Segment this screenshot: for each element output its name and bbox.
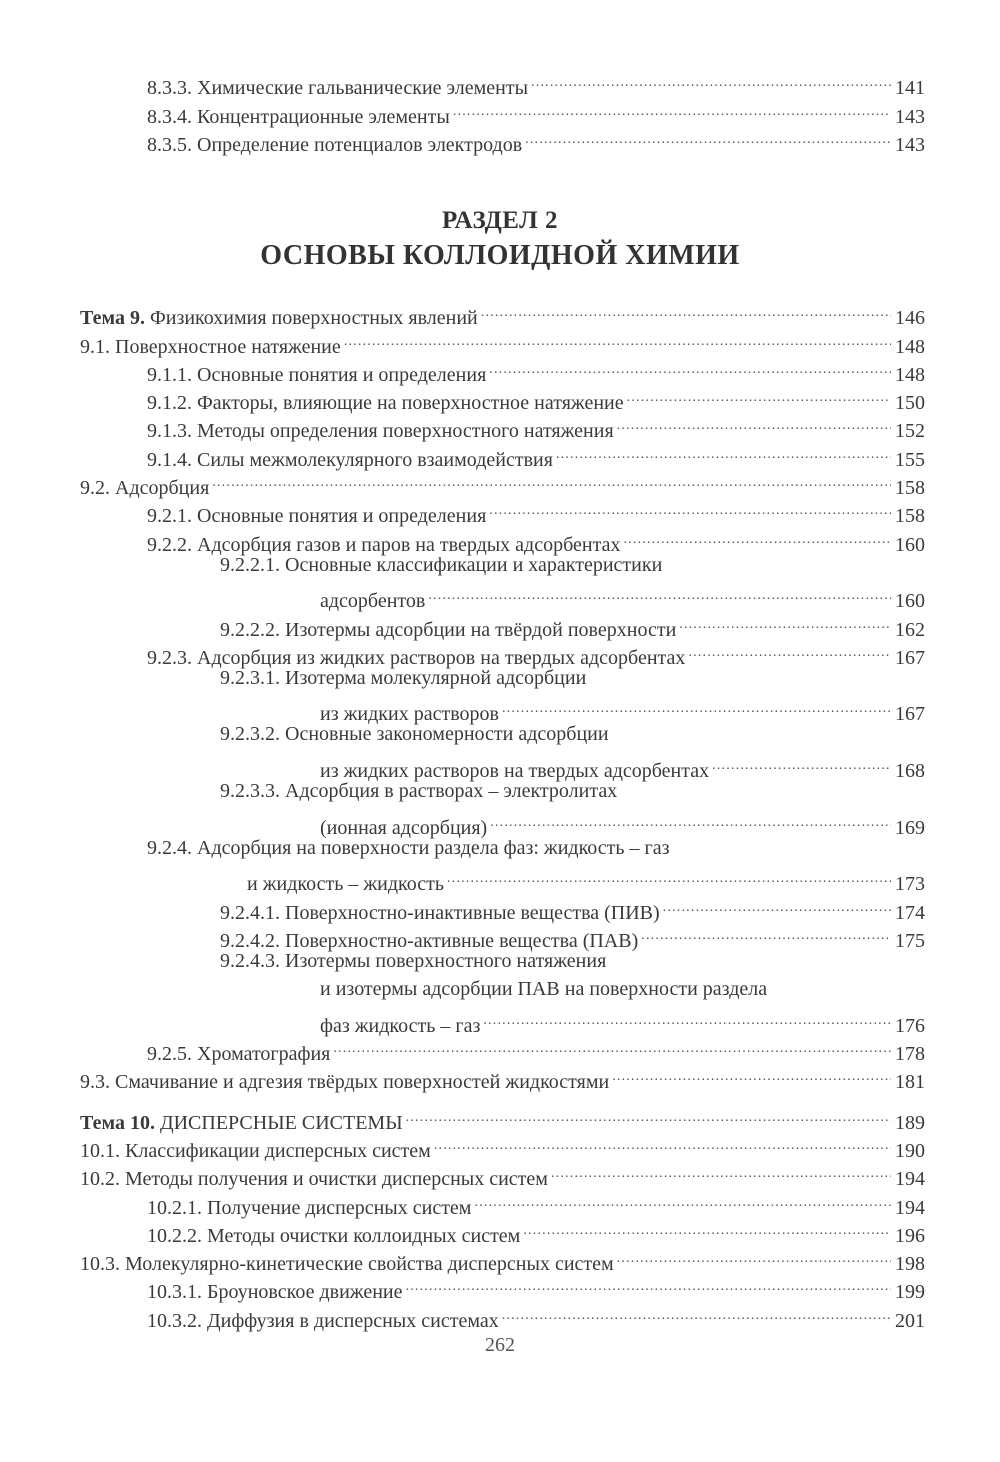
toc-entry-page: 167: [895, 646, 925, 669]
toc-entry-page: 160: [895, 590, 925, 613]
toc-entry-page: 141: [895, 77, 925, 100]
toc-entry-continuation: [80, 975, 925, 1003]
toc-leader-dots: [623, 522, 891, 550]
toc-entry: [80, 636, 925, 669]
toc-entry-title: 9.2.2.2. Изотермы адсорбции на твёрдой поверхности: [220, 618, 677, 641]
toc-entry-page: 175: [895, 929, 925, 952]
toc-leader-dots: [627, 381, 891, 409]
toc-leader-dots: [344, 324, 891, 352]
toc-entry-title-cont: (ионная адсорбция): [320, 816, 488, 839]
toc-entry-title: 10.2.1. Получение дисперсных систем: [147, 1196, 472, 1219]
toc-entry-page: 146: [895, 307, 925, 330]
toc-entry-page: 174: [895, 901, 925, 924]
toc-entry-first-line: [80, 834, 925, 862]
toc-leader-dots: [523, 1214, 891, 1242]
toc-leader-dots: [617, 409, 891, 437]
toc-topic-entry: [80, 296, 925, 330]
page-number: 262: [485, 1334, 515, 1356]
toc-leader-dots: [688, 636, 891, 664]
toc-entry-page: 198: [895, 1253, 925, 1276]
toc-entry: [80, 381, 925, 415]
toc-entry-page: 173: [895, 873, 925, 896]
toc-entry-title: 10.2. Методы получения и очистки дисперсных систем: [80, 1168, 548, 1191]
toc-entry-continuation: [80, 862, 925, 896]
toc-entry-title: 9.1.4. Силы межмолекулярного взаимодействия: [147, 448, 553, 471]
toc-entry-title-cont: адсорбентов: [320, 590, 426, 613]
toc-leader-dots: [612, 1060, 891, 1088]
toc-leader-dots: [556, 437, 891, 465]
toc-leader-dots: [212, 466, 891, 494]
toc-leader-dots: [617, 1242, 891, 1270]
toc-leader-dots: [712, 749, 891, 777]
toc-entry-page: 158: [895, 505, 925, 528]
toc-entry: [80, 123, 925, 156]
toc-topic-label: Тема 9.: [80, 307, 145, 330]
toc-entry-page: 181: [895, 1071, 925, 1094]
toc-leader-dots: [525, 123, 891, 151]
toc-entry-title: 8.3.5. Определение потенциалов электродов: [147, 133, 523, 156]
toc-entry: [80, 1060, 925, 1094]
toc-leader-dots: [474, 1185, 891, 1213]
toc-entry-page: 148: [895, 363, 925, 386]
toc-entry-page: 168: [895, 760, 925, 783]
toc-entry-title: 9.1.3. Методы определения поверхностного натяжения: [147, 420, 614, 443]
toc-entry: [80, 1185, 925, 1219]
toc-entry-title: 9.2.2.1. Основные классификации и характеристики: [220, 553, 663, 576]
toc-entry-first-line: [80, 947, 925, 975]
toc-entry-page: 143: [895, 133, 925, 156]
toc-entry-title: 9.3. Смачивание и адгезия твёрдых поверхностей жидкостями: [80, 1071, 610, 1094]
toc-entry: [80, 353, 925, 386]
toc-leader-dots: [453, 94, 891, 122]
section-label: РАЗДЕЛ 2: [441, 207, 559, 234]
toc-entry-title-cont: и изотермы адсорбции ПАВ на поверхности раздела: [320, 978, 768, 1001]
toc-leader-dots: [489, 353, 891, 381]
toc-entry-title: 9.2.3.3. Адсорбция в растворах – электролитах: [220, 780, 618, 803]
toc-entry-title-cont: фаз жидкость – газ: [320, 1014, 481, 1037]
toc-entry-page: 162: [895, 618, 925, 641]
toc-entry: [80, 919, 925, 952]
toc-entry-page: 194: [895, 1168, 925, 1191]
toc-entry-title: 9.1.2. Факторы, влияющие на поверхностное натяжение: [147, 392, 624, 415]
toc-entry: [80, 494, 925, 528]
toc-entry-title: 9.2.3. Адсорбция из жидких растворов на твердых адсорбентах: [147, 646, 686, 669]
toc-entry-page: 196: [895, 1224, 925, 1247]
toc-entry-page: 143: [895, 105, 925, 128]
toc-entry: [80, 1242, 925, 1276]
toc-leader-dots: [333, 1032, 891, 1060]
toc-leader-dots: [679, 607, 891, 635]
toc-entry: [80, 437, 925, 471]
toc-entry: [80, 324, 925, 358]
toc-entry-page: 148: [895, 335, 925, 358]
toc-entry-title: 9.2.4. Адсорбция на поверхности раздела фаз: жидкость – газ: [147, 836, 670, 859]
toc-leader-dots: [434, 1129, 891, 1157]
toc-entry-title: 9.2.5. Хроматография: [147, 1043, 331, 1066]
toc-entry-title: 9.2.4.2. Поверхностно-активные вещества (ПАВ): [220, 929, 639, 952]
toc-leader-dots: [502, 692, 891, 720]
toc-entry-title: 9.2.1. Основные понятия и определения: [147, 505, 487, 528]
toc-entry: [80, 607, 925, 641]
toc-entry-page: 158: [895, 477, 925, 500]
toc-entry-first-line: [80, 720, 925, 748]
toc-entry-title: 9.1. Поверхностное натяжение: [80, 335, 341, 358]
toc-entry-title: 9.2.3.2. Основные закономерности адсорбции: [220, 723, 609, 746]
toc-entry-first-line: [80, 551, 925, 579]
toc-entry-page: 190: [895, 1139, 925, 1162]
toc-leader-dots: [483, 1003, 891, 1031]
toc-entry: [80, 409, 925, 443]
toc-entry-title-cont: из жидких растворов на твердых адсорбентах: [320, 760, 710, 783]
toc-entry-page: 189: [895, 1111, 925, 1134]
toc-entry-first-line: [80, 664, 925, 692]
toc-entry-page: 167: [895, 703, 925, 726]
toc-leader-dots: [406, 1100, 891, 1128]
toc-entry: [80, 466, 925, 500]
toc-entry-title: 9.1.1. Основные понятия и определения: [147, 363, 487, 386]
toc-leader-dots: [490, 805, 891, 833]
toc-entry-page: 194: [895, 1196, 925, 1219]
toc-leader-dots: [428, 579, 891, 607]
toc-entry-page: 199: [895, 1281, 925, 1304]
toc-entry-page: 150: [895, 392, 925, 415]
toc-leader-dots: [551, 1157, 891, 1185]
toc-entry-page: 169: [895, 816, 925, 839]
toc-entry-page: 178: [895, 1043, 925, 1066]
toc-leader-dots: [406, 1270, 892, 1298]
toc-entry-title: 10.3.2. Диффузия в дисперсных системах: [147, 1309, 499, 1332]
toc-entry-continuation: [80, 1003, 925, 1037]
toc-entry-title-cont: из жидких растворов: [320, 703, 499, 726]
toc-entry-title: 9.2.3.1. Изотерма молекулярной адсорбции: [220, 666, 587, 689]
toc-top-block: [80, 66, 925, 156]
toc-entry: [80, 1214, 925, 1247]
toc-entry-title: ДИСПЕРСНЫЕ СИСТЕМЫ: [154, 1111, 403, 1134]
toc-entry-page: 176: [895, 1014, 925, 1037]
toc-topic-label: Тема 10.: [80, 1111, 155, 1134]
toc-entry-page: 160: [895, 533, 925, 556]
toc-entry: [80, 522, 925, 556]
toc-leader-dots: [489, 494, 891, 522]
toc-entry: [80, 1129, 925, 1162]
toc-entry-continuation: [80, 692, 925, 726]
toc-leader-dots: [481, 296, 891, 324]
toc-entry: [80, 1032, 925, 1066]
toc-entry: [80, 1157, 925, 1191]
toc-entry-title: 10.3.1. Броуновское движение: [147, 1281, 403, 1304]
toc-entry-title: 9.2.2. Адсорбция газов и паров на твердых адсорбентах: [147, 533, 621, 556]
toc-main-block: [80, 296, 925, 1332]
section-heading: [0, 204, 1000, 275]
toc-entry-title: 10.3. Молекулярно-кинетические свойства дисперсных систем: [80, 1253, 614, 1276]
toc-entry-first-line: [80, 777, 925, 805]
toc-entry-title: Физикохимия поверхностных явлений: [144, 307, 478, 330]
toc-entry-title-cont: и жидкость – жидкость: [247, 873, 444, 896]
toc-leader-dots: [663, 890, 891, 918]
toc-entry: [80, 1298, 925, 1332]
toc-entry-page: 201: [895, 1309, 925, 1332]
toc-entry-continuation: [80, 749, 925, 783]
toc-entry-title: 10.1. Классификации дисперсных систем: [80, 1139, 431, 1162]
toc-entry-continuation: [80, 805, 925, 839]
toc-entry-title: 9.2.4.3. Изотермы поверхностного натяжения: [220, 949, 607, 972]
toc-entry: [80, 66, 925, 100]
toc-leader-dots: [502, 1298, 891, 1326]
toc-entry: [80, 890, 925, 924]
toc-entry-title: 9.2.4.1. Поверхностно-инактивные вещества (ПИВ): [220, 901, 660, 924]
toc-topic-entry: [80, 1100, 925, 1134]
toc-entry-title: 10.2.2. Методы очистки коллоидных систем: [147, 1224, 521, 1247]
section-title: ОСНОВЫ КОЛЛОИДНОЙ ХИМИИ: [260, 240, 740, 271]
toc-entry-title: 9.2. Адсорбция: [80, 477, 210, 500]
toc-leader-dots: [641, 919, 891, 947]
toc-entry: [80, 94, 925, 128]
toc-leader-dots: [447, 862, 891, 890]
toc-entry-continuation: [80, 579, 925, 613]
toc-leader-dots: [531, 66, 891, 94]
toc-entry-title: 8.3.4. Концентрационные элементы: [147, 105, 450, 128]
toc-entry-page: 152: [895, 420, 925, 443]
toc-entry: [80, 1270, 925, 1304]
toc-entry-page: 155: [895, 448, 925, 471]
toc-entry-title: 8.3.3. Химические гальванические элементы: [147, 77, 529, 100]
